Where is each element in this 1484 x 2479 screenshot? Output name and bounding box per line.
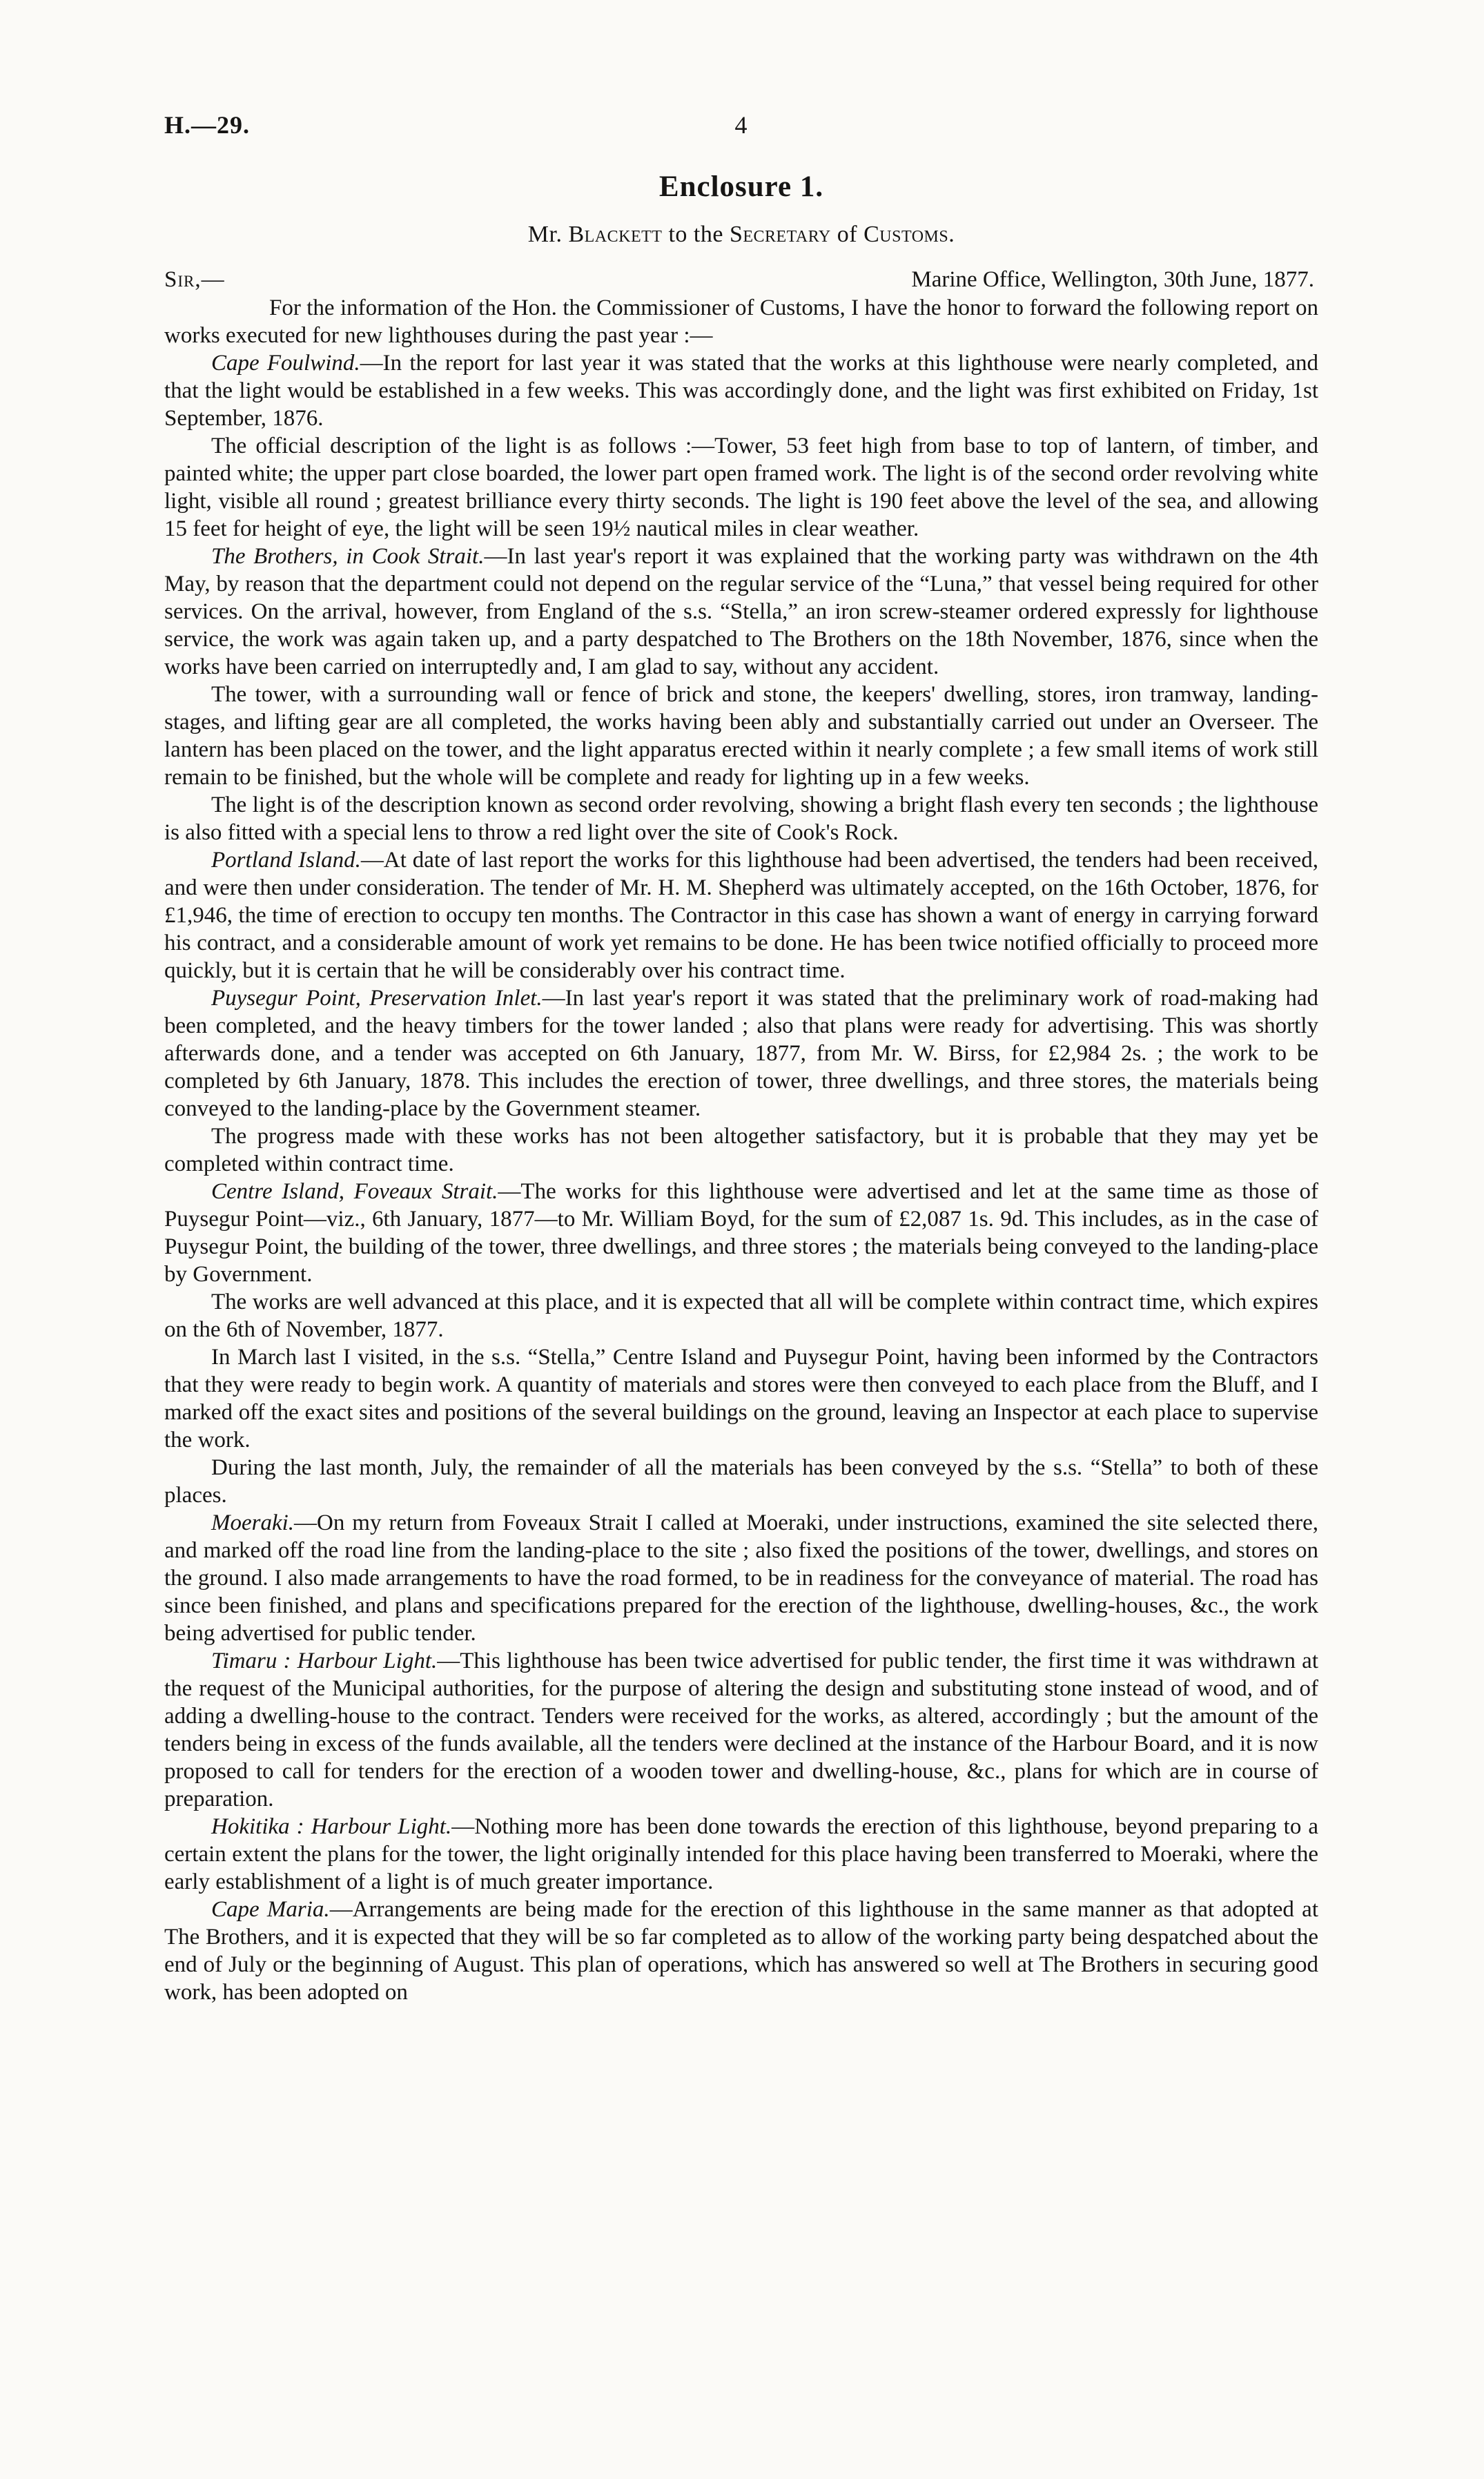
paragraph-lead: Moeraki. — [211, 1510, 295, 1535]
paragraph: Hokitika : Harbour Light.—Nothing more has been done towards the erection of this lighthouse, beyond preparing to a certain extent the plans for the tower, the light originally intended for this place having been transferred to Moeraki, where the early establishment of a light is of much greater importance. — [164, 1814, 1319, 1894]
salutation: Sir,— — [164, 267, 225, 292]
paragraph: Centre Island, Foveaux Strait.—The works for this lighthouse were advertised and let at the same time as those of Puysegur Point—viz., 6th January, 1877—to Mr. William Boyd, for the sum of £2,087 1s. 9d. This includes, as in the case of Puysegur Point, the building of the tower, three dwellings, and three stores ; the materials being conveyed to the landing-place by Government. — [164, 1179, 1318, 1287]
paragraph: Portland Island.—At date of last report the works for this lighthouse had been advertised, the tenders had been received, and were then under consideration. The tender of Mr. H. M. Shepherd was ultimately accepted, on the 16th October, 1876, for £1,946, the time of erection to occupy ten months. The Contractor in this case has shown a want of energy in carrying forward his contract, and a considerable amount of work yet remains to be done. He has been twice notified officially to proceed more quickly, but it is certain that he will be considerably over his contract time. — [164, 848, 1318, 983]
heading-segment: to the — [662, 222, 730, 247]
paragraph: Cape Maria.—Arrangements are being made for the erection of this lighthouse in the same manner as that adopted at The Brothers, and it is expected that they will be so far completed as to allow of the working party being despatched about the end of July or the beginning of August. This plan of operations, which has answered so well at The Brothers in securing good work, has been adopted on — [164, 1897, 1318, 2005]
paragraph: The works are well advanced at this place, and it is expected that all will be complete within contract time, which expires on the 6th of November, 1877. — [164, 1290, 1318, 1342]
paragraph: In March last I visited, in the s.s. “Stella,” Centre Island and Puysegur Point, having been informed by the Contractors that they were ready to begin work. A quantity of materials and stores were then conveyed to each place from the Bluff, and I marked off the exact sites and positions of the several buildings on the ground, leaving an Inspector at each place to supervise the work. — [164, 1345, 1318, 1452]
document-reference: H.—29. — [164, 111, 251, 139]
paragraph-lead: Timaru : Harbour Light. — [211, 1649, 438, 1673]
paragraph: For the information of the Hon. the Commissioner of Customs, I have the honor to forward the following report on works executed for new lighthouses during the past year :— — [164, 295, 1318, 348]
paragraph: Cape Foulwind.—In the report for last year it was stated that the works at this lighthouse were nearly completed, and that the light would be established in a few weeks. This was accordingly done, and the light was first exhibited on Friday, 1st September, 1876. — [164, 351, 1318, 431]
paragraph: The official description of the light is as follows :—Tower, 53 feet high from base to top of lantern, of timber, and painted white; the upper part close boarded, the lower part open framed work. The light is of the second order revolving white light, visible all round ; greatest brilliance every thirty seconds. The light is 190 feet above the level of the sea, and allowing 15 feet for height of eye, the light will be seen 19½ nautical miles in clear weather. — [164, 434, 1318, 541]
paragraph: The tower, with a surrounding wall or fence of brick and stone, the keepers' dwelling, stores, iron tramway, landing-stages, and lifting gear are all completed, the works having been ably and substantially carried out under an Overseer. The lantern has been placed on the tower, and the light apparatus erected within it nearly complete ; a few small items of work still remain to be finished, but the whole will be complete and ready for lighting up in a few weeks. — [164, 682, 1318, 790]
paragraph: The light is of the description known as second order revolving, showing a bright flash every ten seconds ; the lighthouse is also fitted with a special lens to throw a red light over the site of Cook's Rock. — [164, 793, 1318, 845]
paragraph-lead: Portland Island. — [211, 848, 361, 873]
paragraph-lead: Cape Maria. — [211, 1897, 330, 1922]
enclosure-title: Enclosure 1. — [658, 171, 824, 203]
heading-segment: Blackett — [568, 222, 663, 247]
paragraph-lead: Hokitika : Harbour Light. — [211, 1814, 452, 1839]
heading-segment: of — [830, 222, 864, 247]
dateline: Marine Office, Wellington, 30th June, 1877. — [911, 267, 1314, 292]
paragraph: During the last month, July, the remainder of all the materials has been conveyed by the s.s. “Stella” to both of these places. — [164, 1455, 1318, 1508]
paragraph-lead: Centre Island, Foveaux Strait. — [211, 1179, 498, 1204]
paragraph: The Brothers, in Cook Strait.—In last year's report it was explained that the working party was withdrawn on the 4th May, by reason that the department could not depend on the regular service of the “Luna,” that vessel being required for other services. On the arrival, however, from England of the s.s. “Stella,” an iron screw-steamer ordered expressly for lighthouse service, the work was again taken up, and a party despatched to The Brothers on the 18th November, 1876, since when the works have been carried on interruptedly and, I am glad to say, without any accident. — [164, 544, 1318, 679]
heading-segment: Secretary — [729, 222, 831, 247]
heading-segment: Customs. — [863, 222, 955, 247]
letter-body — [164, 294, 1318, 2006]
paragraph: Puysegur Point, Preservation Inlet.—In last year's report it was stated that the preliminary work of road-making had been completed, and the heavy timbers for the tower landed ; also that plans were ready for advertising. This was shortly afterwards done, and a tender was accepted on 6th January, 1877, from Mr. W. Birss, for £2,984 2s. ; the work to be completed by 6th January, 1878. This includes the erection of tower, three dwellings, and three stores, the materials being conveyed to the landing-place by the Government steamer. — [164, 986, 1319, 1121]
page-number: 4 — [734, 111, 748, 139]
paragraph-lead: The Brothers, in Cook Strait. — [211, 544, 485, 569]
paragraph-lead: Cape Foulwind. — [211, 351, 360, 376]
heading-segment: Mr. — [527, 222, 569, 247]
paragraph-lead: Puysegur Point, Preservation Inlet. — [211, 986, 543, 1011]
letter-heading — [164, 222, 1318, 248]
paragraph: Timaru : Harbour Light.—This lighthouse has been twice advertised for public tender, the first time it was withdrawn at the request of the Municipal authorities, for the purpose of altering the design and substituting stone instead of wood, and of adding a dwelling-house to the contract. Tenders were received for the works, as altered, accordingly ; but the amount of the tenders being in excess of the funds available, all the tenders were declined at the instance of the Harbour Board, and it is now proposed to call for tenders for the erection of a wooden tower and dwelling-house, &c., plans for which are in course of preparation. — [164, 1649, 1318, 1811]
salutation-row — [164, 267, 1318, 293]
paragraph: Moeraki.—On my return from Foveaux Strait I called at Moeraki, under instructions, examined the site selected there, and marked off the road line from the landing-place to the site ; also fixed the positions of the tower, dwellings, and stores on the ground. I also made arrangements to have the road formed, to be in readiness for the conveyance of material. The road has since been finished, and plans and specifications prepared for the erection of the lighthouse, dwelling-houses, &c., the work being advertised for public tender. — [164, 1510, 1318, 1646]
paragraph: The progress made with these works has not been altogether satisfactory, but it is probable that they may yet be completed within contract time. — [164, 1124, 1318, 1176]
running-header — [164, 110, 1318, 144]
